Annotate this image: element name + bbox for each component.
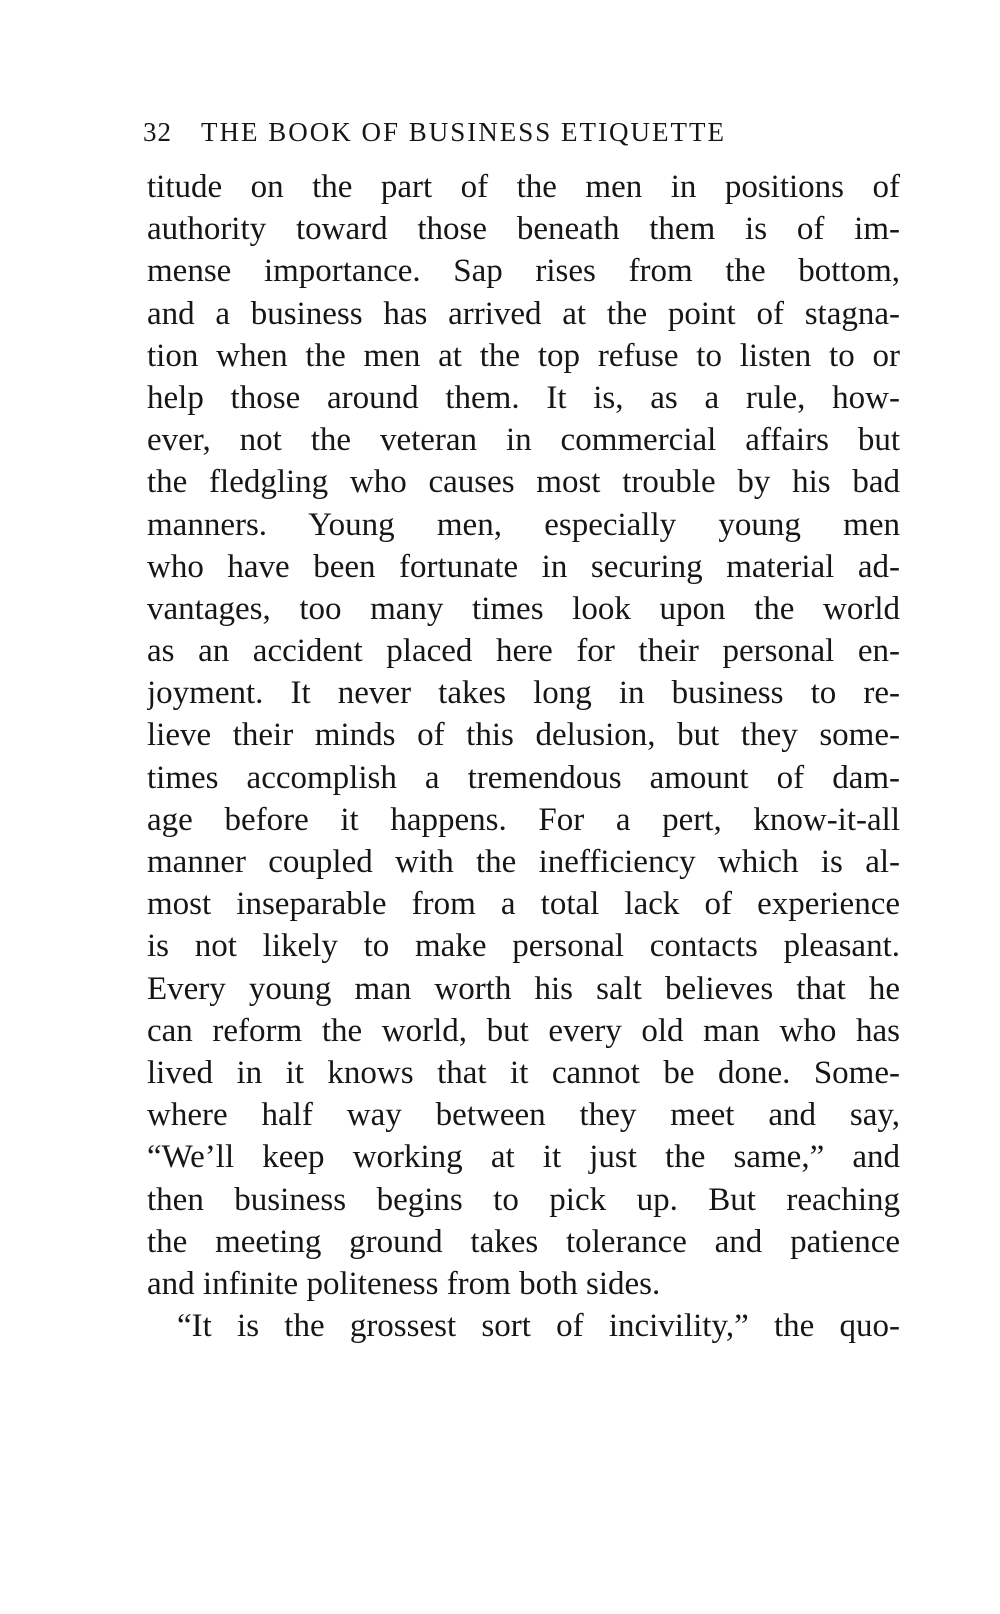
text-line: ever, not the veteran in commercial affairs but [147,422,900,459]
text-line: where half way between they meet and say, [147,1097,900,1134]
text-line: and a business has arrived at the point of stagna- [147,295,900,332]
text-line: titude on the part of the men in positions of [147,169,900,205]
text-line: manners. Young men, especially young men [147,506,900,543]
text-line: as an accident placed here for their personal en- [147,633,900,670]
text-line: age before it happens. For a pert, know-it-all [147,801,900,838]
text-line: times accomplish a tremendous amount of dam- [147,759,900,796]
text-line: “We’ll keep working at it just the same,” and [147,1139,900,1176]
body-text [147,166,900,1347]
text-line: joyment. It never takes long in business to re- [147,675,900,712]
text-line: who have been fortunate in securing material ad- [147,548,900,585]
text-line: manner coupled with the inefficiency which is al- [147,844,900,880]
text-line: help those around them. It is, as a rule, how- [147,379,900,416]
text-line: and infinite politeness from both sides. [147,1265,661,1302]
paragraph [147,166,900,1305]
text-line: tion when the men at the top refuse to listen to or [147,337,900,374]
running-title: THE BOOK OF BUSINESS ETIQUETTE [201,117,726,147]
text-line: the meeting ground takes tolerance and patience [147,1223,900,1260]
text-line: then business begins to pick up. But reaching [147,1181,900,1218]
text-line: can reform the world, but every old man who has [147,1012,900,1049]
text-line: lieve their minds of this delusion, but they some- [147,717,900,754]
text-line: Every young man worth his salt believes that he [147,970,900,1007]
text-line: authority toward those beneath them is of im- [147,211,900,248]
running-head [143,112,900,152]
text-line: lived in it knows that it cannot be done. Some- [147,1054,900,1091]
text-line: mense importance. Sap rises from the bottom, [147,253,900,290]
page-number: 32 [143,117,172,147]
text-line: the fledgling who causes most trouble by his bad [147,464,900,501]
text-line: “It is the grossest sort of incivility,” the quo- [177,1308,900,1345]
paragraph [147,1305,900,1347]
text-line: vantages, too many times look upon the world [147,590,900,627]
text-line: most inseparable from a total lack of experience [147,886,900,923]
text-line: is not likely to make personal contacts pleasant. [147,928,900,965]
